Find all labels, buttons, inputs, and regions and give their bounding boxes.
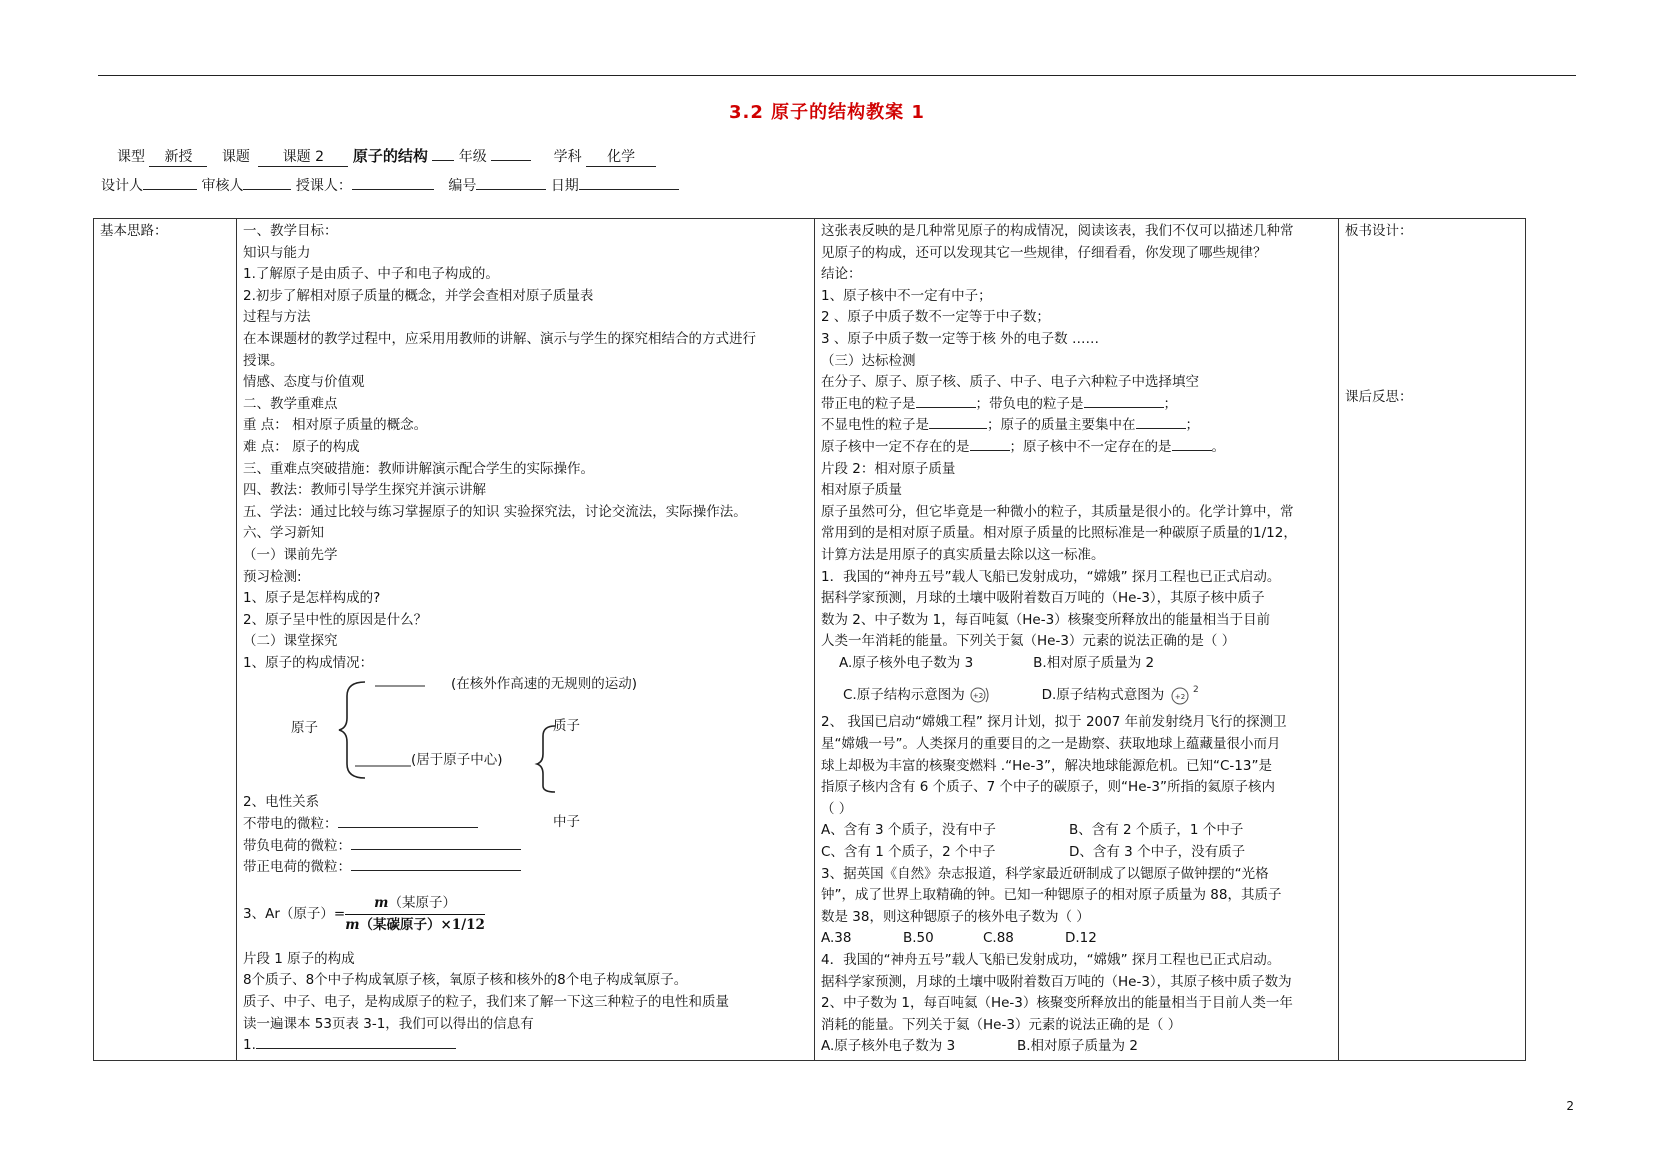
- relative-mass-formula: 3、Ar（原子）= $\frac{\text{m（某原子）}}{\text{m（某碳原子）×1/12}}$: [243, 885, 808, 945]
- page-title: 3.2 原子的结构教案 1: [729, 102, 925, 123]
- exercise-cell: [815, 219, 1339, 1061]
- conclusion-line: 1、原子核中不一定有中子；: [821, 287, 992, 304]
- segment-2-line: 原子虽然可分，但它毕竟是一种微小的粒子，其质量是很小的。化学计算中，常: [821, 503, 1294, 520]
- topic-value: 课题 2: [258, 146, 348, 167]
- conclusion-line: 2 、原子中质子数不一定等于中子数；: [821, 309, 1050, 326]
- objective-line: 重 点： 相对原子质量的概念。: [243, 417, 428, 434]
- subject-value: 化学: [586, 146, 656, 167]
- segment-1-block: [243, 949, 808, 1057]
- objective-line: 过程与方法: [243, 309, 311, 326]
- objective-line: 六、学习新知: [243, 525, 324, 542]
- segment-1-line: 读一遍课本 53页表 3-1，我们可以得出的信息有: [243, 1015, 534, 1032]
- objective-line: 在本课题材的教学过程中，应采用用教师的讲解、演示与学生的探究相结合的方式进行: [243, 330, 756, 347]
- charge-title: 2、电性关系 中子: [243, 792, 808, 814]
- objective-line: 授课。: [243, 352, 284, 369]
- question-2-line: 2、 我国已启动“嫦娥工程” 探月计划，拟于 2007 年前发射绕月飞行的探测卫: [821, 714, 1287, 731]
- q4-options: A.原子核外电子数为 3 B.相对原子质量为 2: [821, 1038, 1138, 1055]
- segment-2-line: 常用到的是相对原子质量。相对原子质量的比照标准是一种碳原子质量的1/12，: [821, 525, 1297, 542]
- question-3-line: 钟”，成了世界上取精确的钟。已知一种锶原子的相对原子质量为 88，其质子: [821, 887, 1282, 904]
- segment-2-line: 片段 2：相对原子质量: [821, 460, 956, 477]
- svg-text:2: 2: [1192, 685, 1199, 696]
- segment-1-line: 1.: [243, 1035, 808, 1057]
- svg-text:+2: +2: [972, 692, 984, 701]
- board-design-cell: [1339, 219, 1526, 1061]
- question-2-line: （ ）: [821, 800, 853, 817]
- objective-line: 难 点： 原子的构成: [243, 438, 360, 455]
- q1-options-cd: C.原子结构示意图为 +2 D.原子结构式意图为 +2 2: [821, 678, 1332, 712]
- charge-row-negative: 带负电荷的微粒：: [243, 836, 808, 858]
- question-4-line: 2、中子数为 1，每百吨氦（He-3）核聚变所释放出的能量相当于目前人类一年: [821, 995, 1293, 1012]
- question-4-block: [821, 950, 1332, 1036]
- segment-2-line: 数为 2、中子数为 1，每百吨氦（He-3）核聚变所释放出的能量相当于目前: [821, 611, 1271, 628]
- objective-line: 1、原子的构成情况：: [243, 654, 374, 671]
- q1-options-ab: A.原子核外电子数为 3 B.相对原子质量为 2: [839, 654, 1155, 671]
- objective-line: （一）课前先学: [243, 546, 338, 563]
- objective-line: 2.初步了解相对原子质量的概念，并学会查相对原子质量表: [243, 287, 594, 304]
- question-2-line: 星“嫦娥一号”。人类探月的重要目的之一是勘察、获取地球上蕴藏量很小而月: [821, 736, 1281, 753]
- conclusion-block: [821, 221, 1332, 394]
- charge-row-neutral: 不带电的微粒：: [243, 814, 808, 836]
- segment-1-line: 8个质子、8个中子构成氧原子核，氧原子核和核外的8个电子构成氧原子。: [243, 972, 688, 989]
- meta-row-2: 设计人 审核人 授课人： 编号 日期: [101, 175, 679, 195]
- atom-label: 原子: [291, 720, 318, 737]
- fill-blank-2: 不显电性的粒子是 ；原子的质量主要集中在 ；: [821, 417, 1199, 434]
- objective-line: 三、重难点突破措施：教师讲解演示配合学生的实际操作。: [243, 460, 594, 477]
- question-4-line: 消耗的能量。下列关于氦（He-3）元素的说法正确的是（ ）: [821, 1016, 1182, 1033]
- objective-line: 2、原子呈中性的原因是什么？: [243, 611, 428, 628]
- conclusion-line: 在分子、原子、原子核、质子、中子、电子六种粒子中选择填空: [821, 374, 1199, 391]
- svg-text:+2: +2: [1174, 693, 1185, 702]
- objectives-block: [243, 221, 808, 674]
- electron-note: (在核外作高速的无规则的运动): [451, 676, 638, 693]
- q2-options-row-2: C、含有 1 个质子，2 个中子 D、含有 3 个中子，没有质子: [821, 844, 1246, 861]
- q3-options: A.38 B.50 C.88 D.12: [821, 930, 1097, 947]
- objective-line: 1.了解原子是由质子、中子和电子构成的。: [243, 266, 499, 283]
- nucleus-diagram-icon: [1169, 683, 1199, 707]
- segment-1-line: 片段 1 原子的构成: [243, 950, 355, 967]
- question-2-line: 指原子核内含有 6 个质子、7 个中子的碳原子，则“He-3”所指的氦原子核内: [821, 779, 1275, 796]
- page-number: 2: [1566, 1099, 1574, 1113]
- formula-fraction: $\frac{\text{m（某原子）}}{\text{m（某碳原子）×1/12}}$: [345, 894, 485, 934]
- question-2-block: [821, 712, 1332, 820]
- answer-blank: [256, 1048, 456, 1049]
- segment-2-block: [821, 459, 1332, 653]
- question-3-block: [821, 864, 1332, 929]
- objective-line: 四、教法：教师引导学生探究并演示讲解: [243, 482, 486, 499]
- conclusion-line: 见原子的构成，还可以发现其它一些规律，仔细看看，你发现了哪些规律？: [821, 244, 1267, 261]
- q2-options-row-1: A、含有 3 个质子，没有中子 B、含有 2 个质子，1 个中子: [821, 822, 1244, 839]
- objective-line: 预习检测:: [243, 568, 302, 585]
- question-4-line: 据科学家预测，月球的土壤中吸附着数百万吨的（He-3），其原子核中质子数为: [821, 973, 1292, 990]
- segment-2-line: 相对原子质量: [821, 482, 902, 499]
- charge-row-positive: 带正电荷的微粒：: [243, 857, 808, 879]
- basic-idea-cell: 基本思路：: [94, 219, 237, 1061]
- objective-line: （二）课堂探究: [243, 633, 338, 650]
- nucleus-note: (居于原子中心): [411, 752, 503, 769]
- lesson-table: [93, 218, 1526, 1061]
- conclusion-line: 这张表反映的是几种常见原子的构成情况，阅读该表，我们不仅可以描述几种常: [821, 223, 1294, 239]
- teaching-content-cell: [237, 219, 815, 1061]
- segment-1-line: 质子、中子、电子，是构成原子的粒子，我们来了解一下这三种粒子的电性和质量: [243, 994, 729, 1011]
- segment-2-line: 计算方法是用原子的真实质量去除以这一标准。: [821, 546, 1105, 563]
- conclusion-line: （三）达标检测: [821, 352, 916, 369]
- board-design-label: 板书设计：: [1345, 223, 1413, 239]
- course-type-value: 新授: [149, 146, 207, 167]
- topic-name: 原子的结构: [352, 147, 428, 165]
- conclusion-line: 3 、原子中质子数一定等于核 外的电子数 ……: [821, 330, 1099, 347]
- segment-2-line: 据科学家预测，月球的土壤中吸附着数百万吨的（He-3），其原子核中质子: [821, 590, 1265, 607]
- objective-line: 一、教学目标：: [243, 223, 338, 239]
- question-3-line: 数是 38，则这种锶原子的核外电子数为（ ）: [821, 908, 1090, 925]
- fill-blank-1: 带正电的粒子是 ；带负电的粒子是 ；: [821, 395, 1177, 412]
- segment-2-line: 1．我国的“神舟五号”载人飞船已发射成功，“嫦娥” 探月工程也已正式启动。: [821, 568, 1281, 585]
- objective-line: 二、教学重难点: [243, 395, 338, 412]
- atom-diagram-icon: [969, 684, 993, 706]
- header-rule: [98, 75, 1576, 76]
- question-4-line: 4．我国的“神舟五号”载人飞船已发射成功，“嫦娥” 探月工程也已正式启动。: [821, 952, 1281, 968]
- conclusion-line: 结论：: [821, 266, 862, 283]
- objective-line: 知识与能力: [243, 244, 311, 261]
- proton-label: 质子: [553, 718, 580, 735]
- objective-line: 五、学法：通过比较与练习掌握原子的知识 实验探究法，讨论交流法，实际操作法。: [243, 503, 747, 520]
- atom-structure-diagram: [243, 674, 808, 792]
- fill-blank-3: 原子核中一定不存在的是 ；原子核中不一定存在的是 。: [821, 438, 1225, 455]
- reflection-label: 课后反思：: [1345, 388, 1413, 405]
- objective-line: 1、原子是怎样构成的?: [243, 590, 381, 607]
- question-2-line: 球上却极为丰富的核聚变燃料 .“He-3”，解决地球能源危机。已知“C-13”是: [821, 757, 1272, 774]
- neutron-label: 中子: [553, 814, 580, 831]
- question-3-line: 3、据英国《自然》杂志报道，科学家最近研制成了以锶原子做钟摆的“光格: [821, 865, 1269, 882]
- meta-row-1: 课型 新授 课题 课题 2 原子的结构 年级 学科 化学: [117, 145, 656, 167]
- objective-line: 情感、态度与价值观: [243, 374, 365, 391]
- segment-2-line: 人类一年消耗的能量。下列关于氦（He-3）元素的说法正确的是（ ）: [821, 633, 1236, 650]
